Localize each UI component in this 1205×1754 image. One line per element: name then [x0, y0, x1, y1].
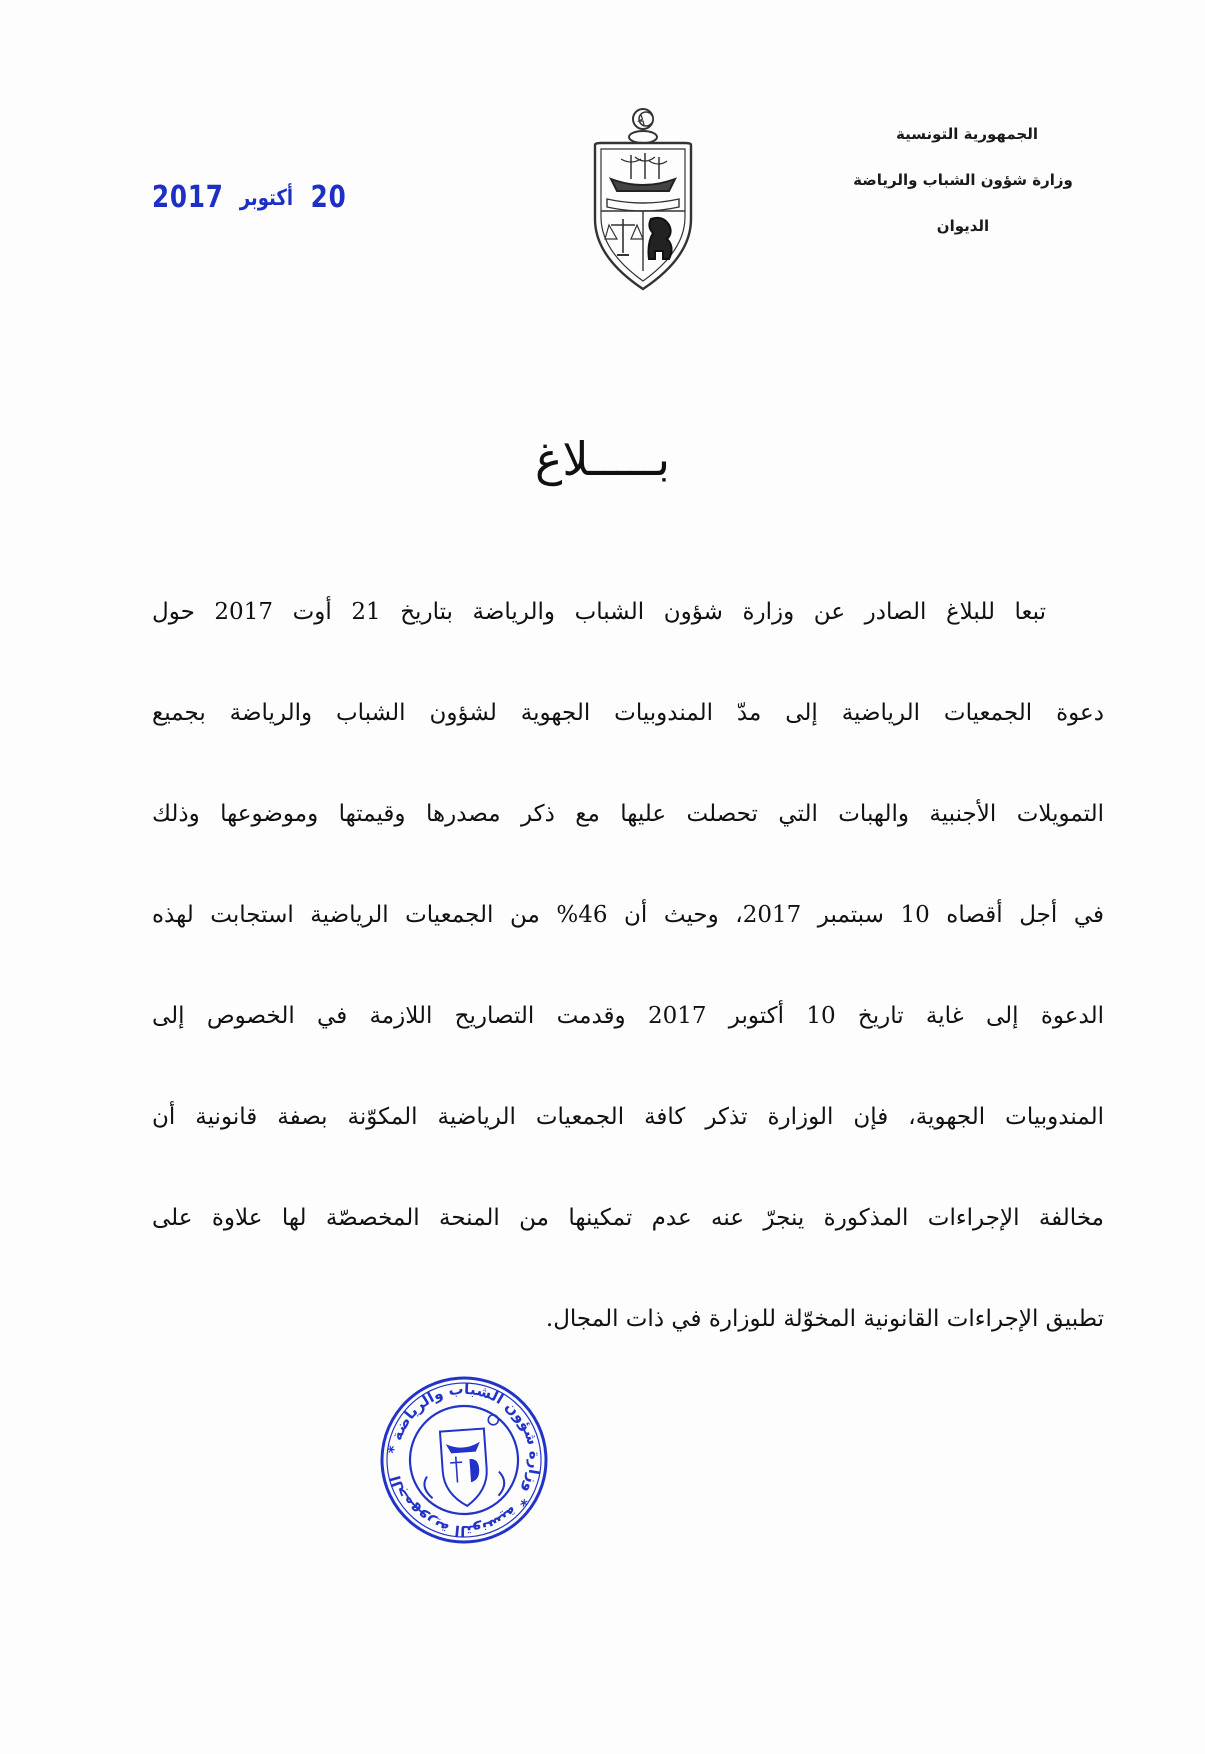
body-line-1: تبعا للبلاغ الصادر عن وزارة شؤون الشباب والرياضة بتاريخ 21 أوت 2017 حول	[152, 599, 1046, 625]
tunisia-coat-of-arms-icon	[583, 107, 703, 293]
body-line-7: مخالفة الإجراءات المذكورة ينجرّ عنه عدم تمكينها من المنحة المخصصّة لها علاوة على	[152, 1205, 1104, 1231]
letterhead-republic: الجمهورية التونسية	[896, 125, 1038, 143]
date-stamp-day: 20	[310, 180, 347, 215]
body-line-4: في أجل أقصاه 10 سبتمبر 2017، وحيث أن 46% من الجمعيات الرياضية استجابت لهذه	[152, 902, 1104, 928]
letterhead-ministry: وزارة شؤون الشباب والرياضة	[853, 171, 1073, 189]
body-line-3: التمويلات الأجنبية والهبات التي تحصلت عليها مع ذكر مصدرها وقيمتها وموضوعها وذلك	[152, 801, 1104, 827]
document-title: بـــــلاغ	[534, 432, 671, 486]
letterhead-office: الديوان	[936, 217, 990, 235]
body-line-2: دعوة الجمعيات الرياضية إلى مدّ المندوبيات الجهوية لشؤون الشباب والرياضة بجميع	[152, 700, 1104, 726]
body-line-8: تطبيق الإجراءات القانونية المخوّلة للوزارة في ذات المجال.	[545, 1306, 1104, 1332]
letterhead	[833, 125, 1093, 235]
svg-text:الجمهورية التونسية * وزارة شؤو	[380, 1374, 550, 1545]
communique-body	[152, 596, 1104, 1404]
body-line-5: الدعوة إلى غاية تاريخ 10 أكتوبر 2017 وقدمت التصاريح اللازمة في الخصوص إلى	[152, 1003, 1104, 1029]
official-seal-stamp	[372, 1368, 556, 1552]
seal-text: الجمهورية التونسية * وزارة شؤون الشباب والرياضة *	[384, 1379, 545, 1541]
date-stamp-month: أكتوبر	[239, 186, 294, 211]
date-stamp-year: 2017	[152, 180, 224, 215]
date-stamp	[152, 180, 347, 215]
body-line-6: المندوبيات الجهوية، فإن الوزارة تذكر كافة الجمعيات الرياضية المكوّنة بصفة قانونية أن	[152, 1104, 1104, 1130]
